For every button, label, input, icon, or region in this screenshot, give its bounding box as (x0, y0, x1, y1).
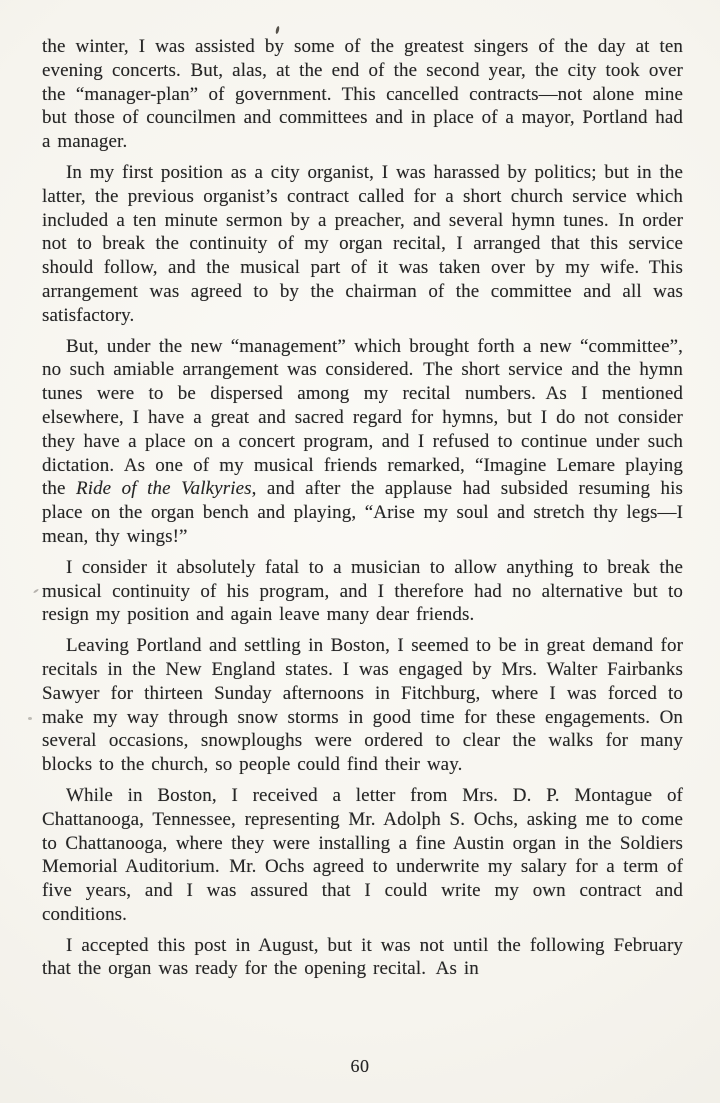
paragraph (42, 934, 683, 982)
paragraph (42, 784, 683, 927)
paragraph (42, 634, 683, 777)
text-run: I accepted this post in August, but it was not until the following February that the organ was ready for the opening recital. As in (42, 934, 683, 980)
paragraph (42, 335, 683, 549)
paragraph (42, 161, 683, 328)
text-run: I consider it absolutely fatal to a musician to allow anything to break the musical continuity of his program, and I therefore had no alternative but to resign my position and again leave many dear friends. (42, 556, 683, 626)
scan-artifact (28, 717, 32, 720)
text-run: In my first position as a city organist, I was harassed by politics; but in the latter, the previous organist’s contract called for a short church service which included a ten minute sermon by a preacher, and several hymn tunes. In order not to break the continuity of my organ recital, I arranged that this service should follow, and the musical part of it was taken over by my wife. This arrangement was agreed to by the chairman of the committee and all was satisfactory. (42, 161, 683, 326)
page-text (42, 35, 683, 988)
paragraph (42, 556, 683, 627)
text-run: While in Boston, I received a letter from Mrs. D. P. Montague of Chattanooga, Tennessee, representing Mr. Adolph S. Ochs, asking me to come to Chattanooga, where they were installing a fine Austin organ in the Soldiers Memorial Auditorium. Mr. Ochs agreed to underwrite my salary for a term of five years, and I was assured that I could write my own contract and conditions. (42, 784, 683, 925)
text-run: the winter, I was assisted by some of the greatest singers of the day at ten evening concerts. But, alas, at the end of the second year, the city took over the “manager-plan” of government. This cancelled contracts—not alone mine but those of councilmen and committees and in place of a mayor, Portland had a manager. (42, 36, 683, 153)
scan-artifact (275, 26, 280, 34)
text-run: Leaving Portland and settling in Boston, I seemed to be in great demand for recitals in the New England states. I was engaged by Mrs. Walter Fairbanks Sawyer for thirteen Sunday afternoons in Fitchburg, where I was forced to make my way through snow storms in good time for these engagements. On several occasions, snowploughs were ordered to clear the walks for many blocks to the church, so people could find their way. (42, 635, 683, 776)
page-number: 60 (350, 1056, 370, 1076)
scan-artifact (33, 588, 39, 593)
text-run: But, under the new “management” which brought forth a new “committee”, no such amiable arrangement was considered. The short service and the hymn tunes were to be dispersed among my recital numbers. As I mentioned elsewhere, I have a great and sacred regard for hymns, but I do not consider they have a place on a concert program, and I refused to continue under such dictation. As one of my musical friends remarked, “Imagine Lemare playing the (42, 335, 683, 500)
italic-text-run: Ride of the Valkyries (75, 478, 252, 500)
text-run: , and after the applause had subsided resuming his place on the organ bench and playing, “Arise my soul and stretch thy legs—I mean, thy wings!” (42, 478, 683, 547)
paragraph (42, 35, 683, 154)
